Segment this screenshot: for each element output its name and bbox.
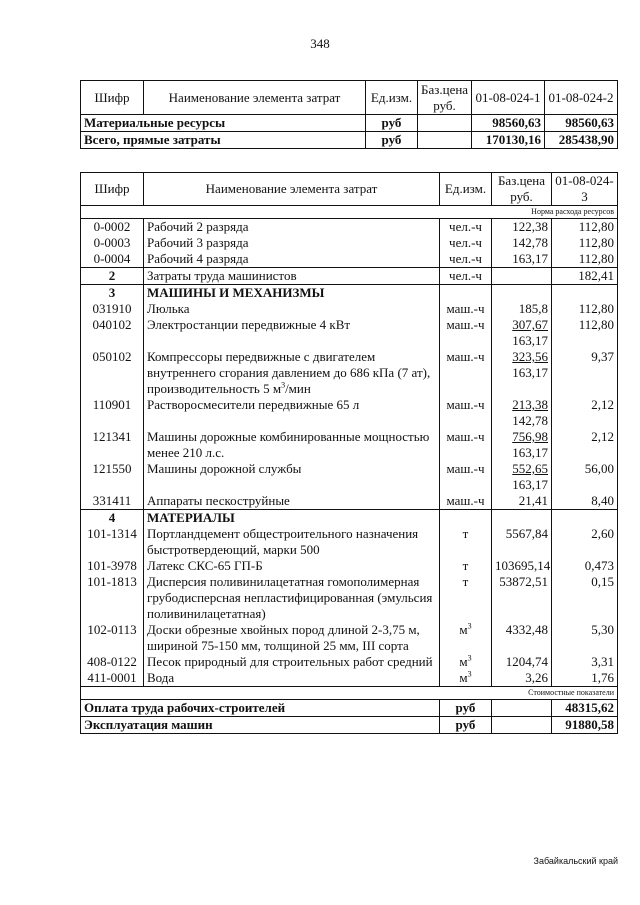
row-unit	[440, 670, 492, 687]
row-name: Электростанции передвижные 4 кВт	[144, 317, 440, 349]
total-name: Оплата труда рабочих-строителей	[81, 700, 440, 717]
header-unit: Ед.изм.	[366, 81, 418, 115]
norm-label-row	[81, 206, 618, 219]
row-code: 408-0122	[81, 654, 144, 670]
row-code: 101-3978	[81, 558, 144, 574]
superscript: 3	[467, 621, 472, 631]
row-unit: т	[440, 558, 492, 574]
row-name-text: Компрессоры передвижные с двигателем внутреннего сгорания давлением до 686 кПа (7 ат), производительность 5 м	[147, 349, 431, 396]
base-price: 213,38	[512, 397, 548, 412]
row-value: 3,31	[552, 654, 618, 670]
header-code: Шифр	[81, 81, 144, 115]
row-code: 121550	[81, 461, 144, 493]
row-name-tail: /мин	[285, 381, 311, 396]
region-footer: Забайкальский край	[533, 856, 618, 866]
superscript: 3	[467, 669, 472, 679]
row-base: 1204,74	[492, 654, 552, 670]
base-price: 756,98	[512, 429, 548, 444]
row-base: 5567,84	[492, 526, 552, 558]
row-name: Растворосмесители передвижные 65 л	[144, 397, 440, 429]
row-base	[492, 461, 552, 493]
row-value: 5,30	[552, 622, 618, 654]
row-base	[492, 349, 552, 397]
table-row	[81, 349, 618, 397]
section-title: МАШИНЫ И МЕХАНИЗМЫ	[144, 285, 440, 302]
resource-header-row	[81, 173, 618, 206]
row-base: 53872,51	[492, 574, 552, 622]
row-name: Затраты труда машинистов	[144, 268, 440, 285]
row-unit: т	[440, 526, 492, 558]
empty-cell	[440, 510, 492, 527]
header-col2: 01-08-024-2	[545, 81, 618, 115]
base-price-secondary: 163,17	[512, 365, 548, 380]
row-col2: 98560,63	[545, 115, 618, 132]
row-value: 9,37	[552, 349, 618, 397]
row-value: 2,12	[552, 429, 618, 461]
row-code: 0-0002	[81, 219, 144, 236]
row-name: Всего, прямые затраты	[81, 132, 366, 149]
header-base-price: Баз.цена руб.	[418, 81, 472, 115]
cost-label-row	[81, 687, 618, 700]
row-name: Песок природный для строительных работ средний	[144, 654, 440, 670]
table-row	[81, 622, 618, 654]
row-value: 112,80	[552, 301, 618, 317]
row-unit: маш.-ч	[440, 493, 492, 510]
row-base	[418, 132, 472, 149]
row-code: 031910	[81, 301, 144, 317]
row-base: 21,41	[492, 493, 552, 510]
unit-text: м	[459, 622, 468, 637]
row-code: 101-1314	[81, 526, 144, 558]
summary-table	[80, 80, 618, 149]
header-col: 01-08-024-3	[552, 173, 618, 206]
row-base	[492, 317, 552, 349]
total-base	[492, 700, 552, 717]
row-unit: руб	[366, 132, 418, 149]
empty-cell	[492, 510, 552, 527]
table-row	[81, 317, 618, 349]
row-base: 122,38	[492, 219, 552, 236]
cost-label: Стоимостные показатели	[81, 687, 618, 700]
row-name: Рабочий 3 разряда	[144, 235, 440, 251]
row-name: Машины дорожные комбинированные мощностью менее 210 л.с.	[144, 429, 440, 461]
total-unit: руб	[440, 717, 492, 734]
row-unit: маш.-ч	[440, 301, 492, 317]
row-value: 112,80	[552, 235, 618, 251]
row-name: Рабочий 2 разряда	[144, 219, 440, 236]
row-col1: 170130,16	[472, 132, 545, 149]
row-col2: 285438,90	[545, 132, 618, 149]
row-value: 112,80	[552, 219, 618, 236]
row-value: 1,76	[552, 670, 618, 687]
row-value: 2,12	[552, 397, 618, 429]
row-name: Рабочий 4 разряда	[144, 251, 440, 268]
row-name: Материальные ресурсы	[81, 115, 366, 132]
header-name: Наименование элемента затрат	[144, 81, 366, 115]
row-code: 050102	[81, 349, 144, 397]
row-code: 411-0001	[81, 670, 144, 687]
row-base: 4332,48	[492, 622, 552, 654]
row-base: 103695,14	[492, 558, 552, 574]
superscript: 3	[467, 653, 472, 663]
table-row	[81, 251, 618, 268]
row-name: Латекс СКС-65 ГП-Б	[144, 558, 440, 574]
table-row	[81, 429, 618, 461]
base-price-secondary: 163,17	[512, 477, 548, 492]
header-base-price: Баз.цена руб.	[492, 173, 552, 206]
total-base	[492, 717, 552, 734]
summary-header-row	[81, 81, 618, 115]
total-row	[81, 700, 618, 717]
row-name: Вода	[144, 670, 440, 687]
empty-cell	[440, 285, 492, 302]
table-row	[81, 397, 618, 429]
row-name: Машины дорожной службы	[144, 461, 440, 493]
row-base	[492, 397, 552, 429]
table-row	[81, 461, 618, 493]
base-price-secondary: 163,17	[512, 333, 548, 348]
total-unit: руб	[440, 700, 492, 717]
row-base	[492, 429, 552, 461]
superscript: 3	[281, 380, 286, 390]
row-unit: чел.-ч	[440, 251, 492, 268]
row-base: 185,8	[492, 301, 552, 317]
materials-section-row	[81, 510, 618, 527]
base-price: 552,65	[512, 461, 548, 476]
header-code: Шифр	[81, 173, 144, 206]
row-unit: маш.-ч	[440, 317, 492, 349]
table-row	[81, 526, 618, 558]
row-base: 142,78	[492, 235, 552, 251]
row-unit: чел.-ч	[440, 268, 492, 285]
drivers-row	[81, 268, 618, 285]
empty-cell	[552, 285, 618, 302]
base-price-secondary: 142,78	[512, 413, 548, 428]
row-name	[144, 349, 440, 397]
row-value: 0,473	[552, 558, 618, 574]
row-name: Доски обрезные хвойных пород длиной 2-3,75 м, шириной 75-150 мм, толщиной 25 мм, III сорта	[144, 622, 440, 654]
row-unit	[440, 622, 492, 654]
unit-text: м	[459, 654, 468, 669]
section-title: МАТЕРИАЛЫ	[144, 510, 440, 527]
empty-cell	[552, 510, 618, 527]
row-value: 112,80	[552, 317, 618, 349]
row-code: 121341	[81, 429, 144, 461]
row-base: 163,17	[492, 251, 552, 268]
header-unit: Ед.изм.	[440, 173, 492, 206]
total-value: 91880,58	[552, 717, 618, 734]
row-code: 101-1813	[81, 574, 144, 622]
base-price: 307,67	[512, 317, 548, 332]
row-base: 3,26	[492, 670, 552, 687]
header-col1: 01-08-024-1	[472, 81, 545, 115]
table-row	[81, 235, 618, 251]
row-col1: 98560,63	[472, 115, 545, 132]
empty-cell	[492, 285, 552, 302]
unit-text: м	[459, 670, 468, 685]
row-code: 040102	[81, 317, 144, 349]
row-unit: т	[440, 574, 492, 622]
summary-row-total	[81, 132, 618, 149]
table-row	[81, 493, 618, 510]
row-unit: чел.-ч	[440, 219, 492, 236]
row-base	[418, 115, 472, 132]
row-name: Аппараты пескоструйные	[144, 493, 440, 510]
row-code: 2	[81, 268, 144, 285]
table-row	[81, 654, 618, 670]
row-name: Люлька	[144, 301, 440, 317]
resource-table	[80, 172, 618, 734]
total-name: Эксплуатация машин	[81, 717, 440, 734]
table-row	[81, 670, 618, 687]
base-price-secondary: 163,17	[512, 445, 548, 460]
row-code: 0-0003	[81, 235, 144, 251]
total-row	[81, 717, 618, 734]
table-row	[81, 219, 618, 236]
row-value: 112,80	[552, 251, 618, 268]
row-base	[492, 268, 552, 285]
table-row	[81, 558, 618, 574]
section-code: 3	[81, 285, 144, 302]
page-number: 348	[310, 36, 330, 51]
table-row	[81, 301, 618, 317]
row-code: 0-0004	[81, 251, 144, 268]
total-value: 48315,62	[552, 700, 618, 717]
row-code: 331411	[81, 493, 144, 510]
row-code: 102-0113	[81, 622, 144, 654]
row-unit: чел.-ч	[440, 235, 492, 251]
table-row	[81, 574, 618, 622]
row-value: 182,41	[552, 268, 618, 285]
row-unit: маш.-ч	[440, 349, 492, 397]
row-name: Портландцемент общестроительного назначения быстротвердеющий, марки 500	[144, 526, 440, 558]
machines-section-row	[81, 285, 618, 302]
row-unit: руб	[366, 115, 418, 132]
row-value: 2,60	[552, 526, 618, 558]
summary-row-materials	[81, 115, 618, 132]
base-price: 323,56	[512, 349, 548, 364]
row-value: 56,00	[552, 461, 618, 493]
row-value: 0,15	[552, 574, 618, 622]
row-code: 110901	[81, 397, 144, 429]
row-unit: маш.-ч	[440, 429, 492, 461]
header-name: Наименование элемента затрат	[144, 173, 440, 206]
row-value: 8,40	[552, 493, 618, 510]
section-code: 4	[81, 510, 144, 527]
row-unit: маш.-ч	[440, 397, 492, 429]
row-unit	[440, 654, 492, 670]
row-name: Дисперсия поливинилацетатная гомополимерная грубодисперсная непластифицированная (эмульсия поливинилацетатная)	[144, 574, 440, 622]
norm-label: Норма расхода ресурсов	[81, 206, 618, 219]
row-unit: маш.-ч	[440, 461, 492, 493]
